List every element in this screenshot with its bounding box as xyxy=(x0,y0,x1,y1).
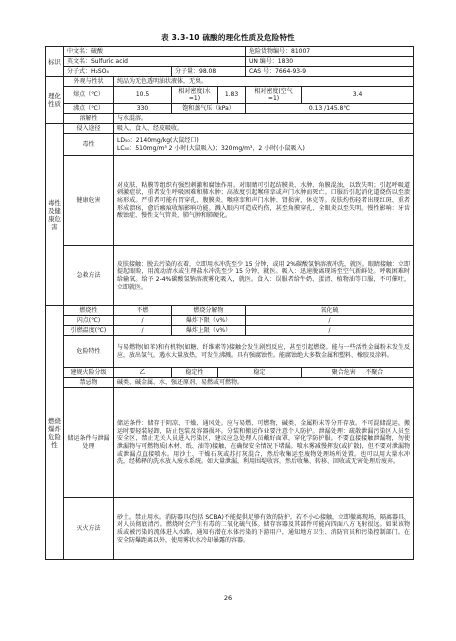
fire-method-label: 灭火方法 xyxy=(64,498,114,560)
solubility-value: 与水混溶。 xyxy=(114,114,414,124)
lc50-text: LC₅₀：510mg/m³ 2 小时(大鼠吸入)；320mg/m³，2 小时(小鼠吸入) xyxy=(117,144,305,152)
ld50-text: LD₅₀：2140mg/kg(大鼠经口) xyxy=(117,137,199,145)
building-fire-class-label: 建规火险分级 xyxy=(64,368,114,378)
toxicity-label: 毒性 xyxy=(64,134,114,156)
danger-goods-number: 危险货物编号：81007 xyxy=(246,47,414,57)
health-harm-text: 对皮肤、粘膜等组织有强烈刺激和腐蚀作用。对眼睛可引起结膜炎、水肿、角膜混浊，以致失明；引起呼吸道刺激症状，重者发生呼吸困难和肺水肿；高浓度引起喉痉挛或声门水肿而死亡。口服后引起消化道烧伤以至溃疡形成。严重者可能有胃穿孔、腹膜炎、喉痉挛和声门水肿、肾损害、休克等。皮肤灼伤轻者出现红斑、重者形成溃疡，愈后瘢痕收缩影响功能。溅入眼内可造成灼伤，甚至角膜穿孔、全眼炎以至失明。慢性影响：牙齿酸蚀症、慢性支气管炎、肺气肿和肺硬化。 xyxy=(114,156,414,246)
building-fire-class-value: 乙 xyxy=(114,368,172,378)
cas-number: CAS 号：7664-93-9 xyxy=(246,67,414,77)
table-caption: 表 3.3-10 硫酸的理化性质及危险特性 xyxy=(161,33,295,42)
flash-point-label: 闪点(℃) xyxy=(64,316,114,326)
storage-text: 储运条件：储存于阴凉、干燥、通风处。应与易燃、可燃物，碱类、金属粉末等分开存放。不可混储混运。搬运时要轻装轻卸，防止包装及容器损坏。分装和搬运作业要注意个人防护。泄漏处理：疏散泄漏污染区人员至安全区，禁止无关人员进入污染区，建议应急处理人员戴好面罩，穿化学防护服。不要直接接触泄漏物，勿使泄漏物与可燃物质(木材、纸、油等)接触，在确保安全情况下堵漏。喷水雾减慢挥发(或扩散)，但不要对泄漏物或泄漏点直接喷水。用沙土、干燥石灰或苏打灰混合，然后收集运至废物处理场所处置。也可以用大量水冲洗，经稀释的洗水放入废水系统。如大量泄漏，利用围堤收容，然后收集、转移、回收或无害处理后废弃。 xyxy=(114,388,414,498)
incompatible-value: 碱类、碱金属、水、强还原剂、易燃或可燃物。 xyxy=(114,378,414,388)
incompatible-label: 禁忌物 xyxy=(64,378,114,388)
density-air-label: 相对密度(空气=1) xyxy=(246,87,302,104)
polymerization-label: 聚合危害 xyxy=(331,369,356,376)
lower-explosive-limit-label: 爆炸下限（v%） xyxy=(172,316,246,326)
melting-point-value: 10.5 xyxy=(114,87,172,104)
section-fire: 燃烧爆炸危险性 xyxy=(46,306,64,560)
decomposition-value: 氧化硫 xyxy=(246,306,414,316)
first-aid-label: 急救方法 xyxy=(64,246,114,306)
upper-explosive-limit-label: 爆炸上限（v%） xyxy=(172,326,246,336)
stability-label: 稳定性 xyxy=(172,368,218,378)
flash-point-value: / xyxy=(114,316,172,326)
stability-value: 稳定 xyxy=(218,368,302,378)
polymerization-cell xyxy=(302,368,414,378)
hazard-label: 危险特性 xyxy=(64,336,114,368)
vapor-pressure-label: 饱和蒸气压（kPa） xyxy=(172,104,246,114)
storage-label: 储运条件与泄漏处理 xyxy=(64,388,114,498)
health-harm-label: 健康危害 xyxy=(64,156,114,246)
molecular-formula: 分子式：H₂SO₄ xyxy=(64,67,172,77)
section-identification: 标识 xyxy=(46,47,64,77)
toxicity-value xyxy=(114,134,414,156)
melting-point-label: 熔点（℃） xyxy=(64,87,114,104)
section-physchem: 理化性质 xyxy=(46,77,64,124)
property-table xyxy=(45,46,414,560)
boiling-point-value: 330 xyxy=(114,104,172,114)
polymerization-value: 不聚合 xyxy=(365,369,384,376)
ignition-temp-value: / xyxy=(114,326,172,336)
molecular-weight: 分子量：98.08 xyxy=(172,67,246,77)
hazard-text: 与易燃物(如苯)和有机物(如糖、纤维素等)接触会发生剧烈反应，甚至引起燃烧。能与一些活性金属粉末发生反应，放出氢气。遇水大量放热，可发生沸溅。具有强腐蚀性。能腐蚀绝大多数金属和塑料、橡胶及涂料。 xyxy=(114,336,414,368)
lower-explosive-limit-value: / xyxy=(246,316,414,326)
flammability-label: 燃烧性 xyxy=(64,306,114,316)
density-water-value: 1.83 xyxy=(218,87,246,104)
appearance-label: 外观与性状 xyxy=(64,77,114,87)
flammability-value: 不燃 xyxy=(114,306,172,316)
first-aid-text: 皮肤接触：脱去污染的衣着，立即用水冲洗至少 15 分钟，或用 2%碳酸氢钠溶液冲洗，就医。眼睛接触：立即提起眼睑，用流动清水或生理盐水冲洗至少 15 分钟，就医。吸入：迅速脱离现场至空气新鲜处。呼吸困难时给输氧。给予 2-4%碳酸氢钠溶液雾化吸入，就医。食入：误服者给牛奶、蛋清、植物油等口服，不可催吐，立即就医。 xyxy=(114,246,414,306)
appearance-value: 纯品为无色透明油状液体，无臭。 xyxy=(114,77,414,87)
boiling-point-label: 沸点（℃） xyxy=(64,104,114,114)
page-number: 26 xyxy=(223,594,233,602)
density-water-label: 相对密度(水=1) xyxy=(172,87,218,104)
density-air-value: 3.4 xyxy=(302,87,414,104)
fire-method-text: 砂土。禁止用水。消防器具(包括 SCBA)不能提供足够有效的防护。若不小心接触，立即撤离现场，隔离器具，对人员彻底清污。燃烧时会产生有毒的二氧化硫气体。储存容器及其部件可能向四面八方飞射很远。如果该物质或被污染的流体进入水路，通知有潜在水体污染的下游用户，通知地方卫生、消防官员和污染控制部门。在安全防爆距离以外，使用雾状水冷却暴露的容器。 xyxy=(114,498,414,560)
decomposition-label: 燃烧分解物 xyxy=(172,306,246,316)
solubility-label: 溶解性 xyxy=(64,114,114,124)
ignition-temp-label: 引燃温度(℃) xyxy=(64,326,114,336)
un-number: UN 编号：1830 xyxy=(246,57,414,67)
cn-name: 中文名：硫酸 xyxy=(64,47,246,57)
en-name: 英文名：Sulfuric acid xyxy=(64,57,246,67)
route-value: 吸入、食入、经皮吸收。 xyxy=(114,124,414,134)
upper-explosive-limit-value: / xyxy=(246,326,414,336)
vapor-pressure-value: 0.13 /145.8℃ xyxy=(246,104,414,114)
route-label: 侵入途径 xyxy=(64,124,114,134)
section-health: 毒性及健康危害 xyxy=(46,124,64,306)
